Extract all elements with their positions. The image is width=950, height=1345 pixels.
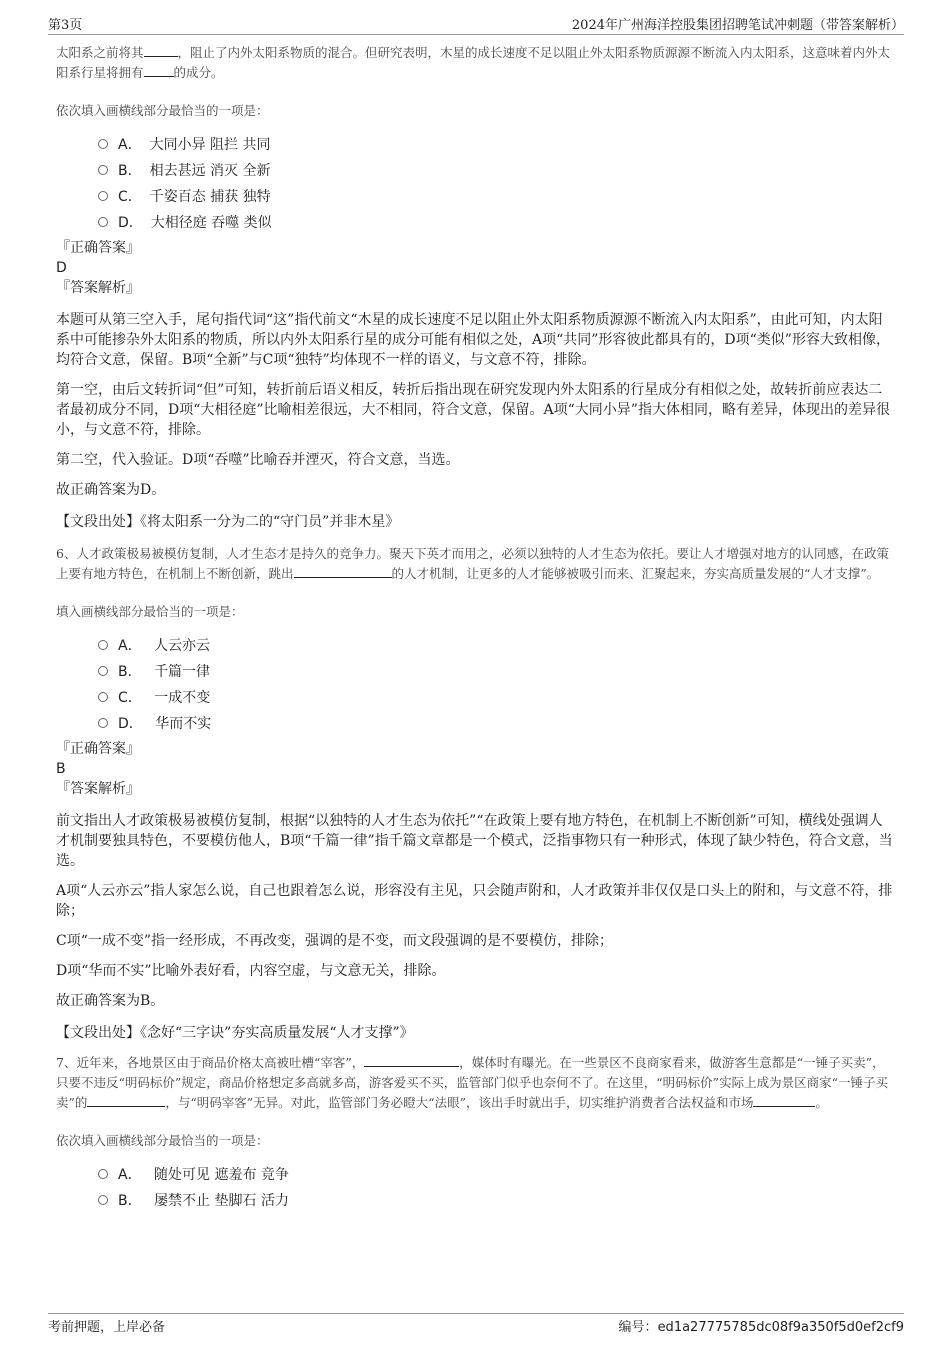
- option-letter: D．: [118, 716, 143, 732]
- radio-icon[interactable]: [98, 692, 108, 702]
- q5-analysis-paragraph: 本题可从第三空入手，尾句指代词“这”指代前文“木星的成长速度不足以阻止外太阳系物质源源不断流入内太阳系”，由此可知，内太阳系中可能掺杂外太阳系的物质，所以内外太阳系行星的成分可能有相似之处，A项“共同”形容彼此都具有的，D项“类似”形容大致相像，均符合文意，保留。B项“全新”与C项“独特”均体现不一样的语义，与文意不符，排除。: [56, 312, 890, 368]
- q5-analysis-label: 『答案解析』: [56, 280, 140, 296]
- q7-option-a[interactable]: [56, 1162, 896, 1188]
- q7-text-part: ，与“明码宰客”无异。对此，监管部门务必瞪大“法眼”，该出手时就出手，切实维护消费者合法权益和市场: [165, 1095, 754, 1110]
- q6-analysis-paragraph: D项“华而不实”比喻外表好看，内容空虚，与文意无关，排除。: [56, 963, 446, 979]
- radio-icon[interactable]: [98, 139, 108, 149]
- q6-answer-label: 『正确答案』: [56, 741, 140, 757]
- q6-stem: [56, 544, 896, 584]
- code-label: 编号：: [618, 1320, 658, 1335]
- q6-text-part: 6、人才政策极易被模仿复制，人才生态才是持久的竞争力。聚天下英才而用之，必须以独特的人才生态为依托。要让人才增强对地方的认同感，在政策上要有地方特色，在机制上不断创新，跳出: [56, 546, 889, 581]
- q5-text-part: ，阻止了内外太阳系物质的混合。但研究表明，木星的成长速度不足以阻止外太阳系物质源源不断流入内太阳系，这意味着内外太阳系行星将拥有: [56, 45, 891, 80]
- radio-icon[interactable]: [98, 640, 108, 650]
- page-header: [48, 12, 904, 35]
- q5-options: [56, 132, 896, 236]
- option-text: 华而不实: [155, 716, 212, 732]
- fill-blank: [294, 564, 392, 578]
- q5-source: 【文段出处】《将太阳系一分为二的“守门员”并非木星》: [56, 514, 400, 530]
- option-letter: C．: [118, 189, 142, 205]
- option-letter: C．: [118, 690, 142, 706]
- fill-blank: [753, 1093, 815, 1107]
- q6-prompt: 填入画横线部分最恰当的一项是：: [56, 604, 244, 619]
- radio-icon[interactable]: [98, 165, 108, 175]
- q5-conclusion: 故正确答案为D。: [56, 482, 166, 498]
- radio-icon[interactable]: [98, 217, 108, 227]
- q5-option-d[interactable]: [56, 210, 896, 236]
- option-text: 随处可见 遮羞布 竞争: [154, 1167, 289, 1183]
- q6-analysis-label: 『答案解析』: [56, 781, 140, 797]
- option-text: 相去甚远 消灭 全新: [149, 163, 271, 179]
- q5-analysis-paragraph: 第一空，由后文转折词“但”可知，转折前后语义相反，转折后指出现在研究发现内外太阳系的行星成分有相似之处，故转折前应表达二者最初成分不同，D项“大相径庭”比喻相差很远，大不相同，符合文意，保留。A项“大同小异”指大体相同，略有差异，体现出的差异很小，与文意不符，排除。: [56, 382, 890, 438]
- q5-prompt: 依次填入画横线部分最恰当的一项是：: [56, 103, 269, 118]
- fill-blank: [87, 1093, 165, 1107]
- option-text: 一成不变: [154, 690, 211, 706]
- radio-icon[interactable]: [98, 718, 108, 728]
- q6-option-d[interactable]: [56, 711, 896, 737]
- radio-icon[interactable]: [98, 1195, 108, 1205]
- q5-option-c[interactable]: [56, 184, 896, 210]
- q7-text-part: ，媒体时有曝光。在一些景区不良商家看来，做游客生意都是“一锤子买卖”，只要不违反“明码标价”规定，商品价格想定多高就多高，游客爱买不买，监管部门似乎也奈何不了。在这里，“明码标价”实际上成为景区商家“一锤子买卖”的: [56, 1055, 888, 1110]
- radio-icon[interactable]: [98, 191, 108, 201]
- q7-text-part: 。: [815, 1095, 828, 1110]
- option-text: 人云亦云: [154, 638, 211, 654]
- q6-analysis-paragraph: 前文指出人才政策极易被模仿复制，根据“以独特的人才生态为依托”“在政策上要有地方特色，在机制上不断创新”可知，横线处强调人才机制要独具特色，不要模仿他人，B项“千篇一律”指千篇文章都是一个模式，泛指事物只有一种形式，体现了缺少特色，符合文意，当选。: [56, 813, 893, 869]
- option-letter: B．: [118, 1193, 142, 1209]
- document-body: [56, 43, 896, 1214]
- q5-stem: [56, 43, 896, 83]
- q5-answer-label: 『正确答案』: [56, 240, 140, 256]
- option-text: 千姿百态 捕获 独特: [149, 189, 271, 205]
- q6-option-b[interactable]: [56, 659, 896, 685]
- option-letter: B．: [118, 664, 142, 680]
- q6-source: 【文段出处】《念好“三字诀”夯实高质量发展“人才支撑”》: [56, 1025, 414, 1041]
- option-letter: A．: [118, 137, 142, 153]
- q7-text-part: 7、近年来，各地景区由于商品价格太高被吐槽“宰客”，: [56, 1055, 365, 1070]
- radio-icon[interactable]: [98, 1169, 108, 1179]
- document-title: 2024年广州海洋控股集团招聘笔试冲刺题（带答案解析）: [571, 18, 904, 33]
- fill-blank: [364, 1053, 459, 1067]
- page-footer: [48, 1313, 904, 1338]
- q5-option-b[interactable]: [56, 158, 896, 184]
- q7-option-b[interactable]: [56, 1188, 896, 1214]
- footer-slogan: 考前押题，上岸必备: [48, 1320, 166, 1335]
- q5-answer: D: [56, 260, 67, 276]
- q6-text-part: 的人才机制，让更多的人才能够被吸引而来、汇聚起来，夯实高质量发展的“人才支撑”。: [391, 566, 880, 581]
- option-text: 大同小异 阻拦 共同: [149, 137, 271, 153]
- q6-analysis-paragraph: C项“一成不变”指一经形成，不再改变，强调的是不变，而文段强调的是不要模仿，排除；: [56, 933, 614, 949]
- q5-text-part: 太阳系之前将其: [56, 45, 144, 60]
- q6-options: [56, 633, 896, 737]
- q6-option-a[interactable]: [56, 633, 896, 659]
- q7-stem: [56, 1053, 896, 1113]
- fill-blank: [144, 43, 178, 57]
- option-text: 千篇一律: [154, 664, 211, 680]
- q7-options: [56, 1162, 896, 1214]
- q6-analysis-paragraph: A项“人云亦云”指人家怎么说，自己也跟着怎么说，形容没有主见，只会随声附和，人才政策并非仅仅是口头上的附和，与文意不符，排除；: [56, 883, 893, 919]
- code-value: ed1a27775785dc08f9a350f5d0ef2cf9: [657, 1320, 904, 1335]
- q5-text-part: 的成分。: [173, 65, 224, 80]
- q6-answer: B: [56, 761, 66, 777]
- q6-option-c[interactable]: [56, 685, 896, 711]
- q6-conclusion: 故正确答案为B。: [56, 993, 165, 1009]
- option-text: 屡禁不止 垫脚石 活力: [154, 1193, 289, 1209]
- option-letter: A．: [118, 1167, 142, 1183]
- page-number: 第3页: [48, 18, 83, 33]
- option-text: 大相径庭 吞噬 类似: [150, 215, 272, 231]
- q5-option-a[interactable]: [56, 132, 896, 158]
- q5-analysis-paragraph: 第二空，代入验证。D项“吞噬”比喻吞并湮灭，符合文意，当选。: [56, 452, 460, 468]
- q7-prompt: 依次填入画横线部分最恰当的一项是：: [56, 1133, 269, 1148]
- option-letter: D．: [118, 215, 143, 231]
- radio-icon[interactable]: [98, 666, 108, 676]
- document-code: [619, 1316, 904, 1335]
- option-letter: A．: [118, 638, 142, 654]
- fill-blank: [144, 63, 174, 77]
- option-letter: B．: [118, 163, 142, 179]
